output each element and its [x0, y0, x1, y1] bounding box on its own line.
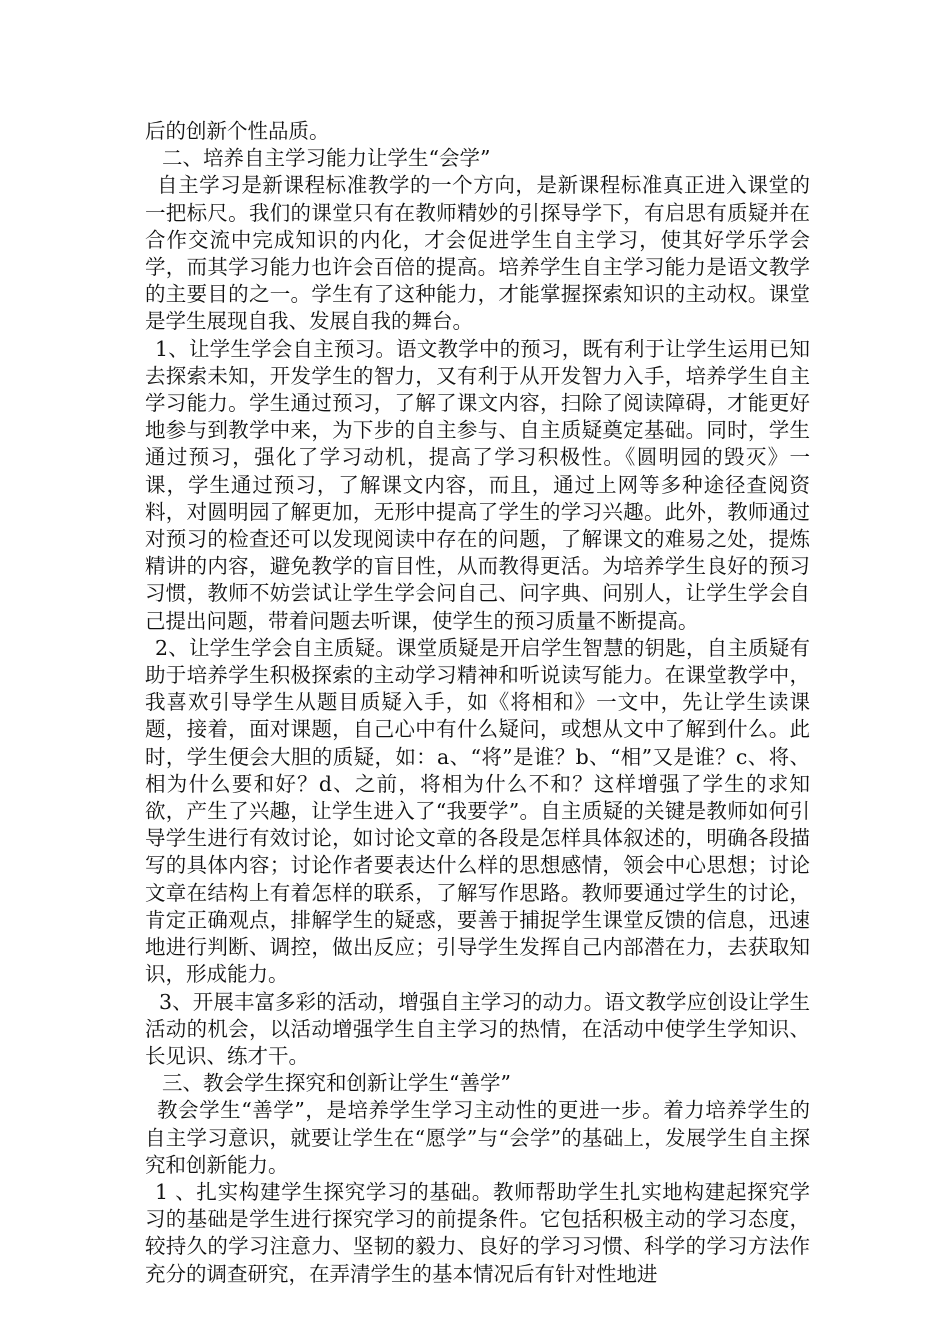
paragraph-activities: 3、开展丰富多彩的活动，增强自主学习的动力。语文教学应创设让学生活动的机会，以活动增强学生自主学习的热情，在活动中使学生学知识、长见识、练才干。: [145, 989, 810, 1068]
paragraph-questioning: 2、让学生学会自主质疑。课堂质疑是开启学生智慧的钥匙，自主质疑有助于培养学生积极探索的主动学习精神和听说读写能力。在课堂教学中，我喜欢引导学生从题目质疑入手，如《将相和》一文中，先让学生读课题，接着，面对课题，自己心中有什么疑问，或想从文中了解到什么。此时，学生便会大胆的质疑，如：a、“将”是谁？b、“相”又是谁？c、将、相为什么要和好？d、之前，将相为什么不和？这样增强了学生的求知欲，产生了兴趣，让学生进入了“我要学”。自主质疑的关键是教师如何引导学生进行有效讨论，如讨论文章的各段是怎样具体叙述的，明确各段描写的具体内容；讨论作者要表达什么样的思想感情，领会中心思想；讨论文章在结构上有着怎样的联系，了解写作思路。教师要通过学生的讨论，肯定正确观点，排解学生的疑惑，要善于捕捉学生课堂反馈的信息，迅速地进行判断、调控，做出反应；引导学生发挥自己内部潜在力，去获取知识，形成能力。: [145, 635, 810, 987]
paragraph-good-learning-intro: 教会学生“善学”，是培养学生学习主动性的更进一步。着力培养学生的自主学习意识，就要让学生在“愿学”与“会学”的基础上，发展学生自主探究和创新能力。: [145, 1098, 810, 1177]
document-body: [145, 118, 810, 1288]
paragraph-inquiry-foundation: 1 、扎实构建学生探究学习的基础。教师帮助学生扎实地构建起探究学习的基础是学生进行探究学习的前提条件。它包括积极主动的学习态度，较持久的学习注意力、坚韧的毅力、良好的学习习惯、科学的学习方法作充分的调查研究，在弄清学生的基本情况后有针对性地进: [145, 1179, 810, 1286]
section-heading-3: 三、教会学生探究和创新让学生“善学”: [162, 1071, 511, 1096]
paragraph-self-learning-intro: 自主学习是新课程标准教学的一个方向，是新课程标准真正进入课堂的一把标尺。我们的课堂只有在教师精妙的引探导学下，有启思有质疑并在合作交流中完成知识的内化，才会促进学生自主学习，使其好学乐学会学，而其学习能力也许会百倍的提高。培养学生自主学习能力是语文教学的主要目的之一。学生有了这种能力，才能掌握探索知识的主动权。课堂是学生展现自我、发展自我的舞台。: [145, 173, 810, 334]
paragraph-preview: 1、让学生学会自主预习。语文教学中的预习，既有利于让学生运用已知去探索未知，开发学生的智力，又有利于从开发智力入手，培养学生自主学习能力。学生通过预习，了解了课文内容，扫除了阅读障碍，才能更好地参与到教学中来，为下步的自主参与、自主质疑奠定基础。同时，学生通过预习，强化了学习动机，提高了学习积极性。《圆明园的毁灭》一课，学生通过预习，了解课文内容，而且，通过上网等多种途径查阅资料，对圆明园了解更加，无形中提高了学生的学习兴趣。此外，教师通过对预习的检查还可以发现阅读中存在的问题，了解课文的难易之处，提炼精讲的内容，避免教学的盲目性，从而教得更活。为培养学生良好的预习习惯，教师不妨尝试让学生学会问自己、问字典、问别人，让学生学会自己提出问题，带着问题去听课，使学生的预习质量不断提高。: [145, 336, 810, 633]
section-heading-2: 二、培养自主学习能力让学生“会学”: [162, 146, 491, 171]
paragraph-closing-sentence: 后的创新个性品质。: [145, 119, 330, 143]
